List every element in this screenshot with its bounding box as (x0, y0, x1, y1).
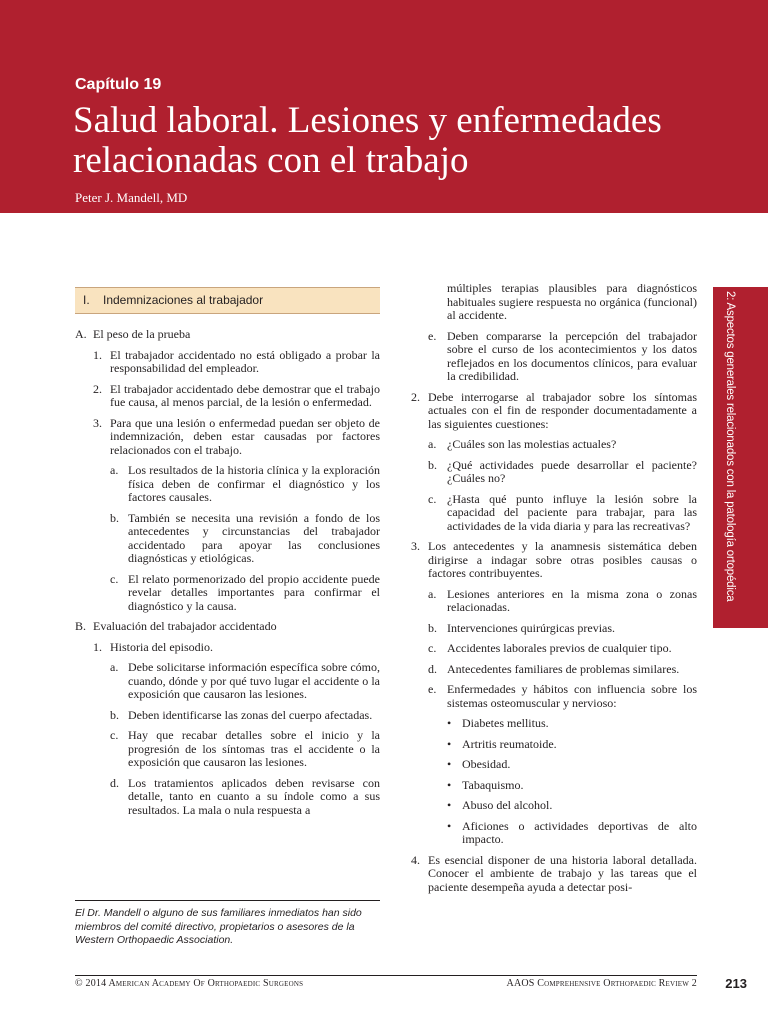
footnote-divider (75, 900, 380, 901)
list-marker: a. (428, 437, 437, 451)
list-marker: c. (110, 728, 119, 742)
bullet-item (411, 799, 697, 813)
list-item (75, 729, 380, 770)
list-item (411, 854, 697, 895)
list-item (75, 661, 380, 702)
list-text: ¿Hasta qué punto influye la lesión sobre la capacidad del paciente para trabajar, para las actividades de la vida diaria y para las recreativas? (447, 491, 697, 533)
list-text: Enfermedades y hábitos con influencia sobre los sistemas osteomuscular y nervioso: (447, 682, 697, 710)
list-item (75, 328, 380, 342)
list-marker: 3. (93, 415, 102, 430)
list-marker: d. (428, 661, 437, 676)
list-item (411, 391, 697, 432)
list-marker: 1. (93, 639, 102, 654)
list-marker: B. (75, 619, 87, 633)
footer-book-title: AAOS Comprehensive Orthopaedic Review 2 (506, 978, 697, 989)
list-marker: 3. (411, 539, 420, 553)
bullet-text: Abuso del alcohol. (462, 798, 553, 812)
list-item (75, 573, 380, 614)
chapter-title: Salud laboral. Lesiones y enfermedades relacionadas con el trabajo (73, 100, 662, 181)
list-text: Intervenciones quirúrgicas previas. (447, 620, 616, 635)
bullet-item (411, 738, 697, 752)
list-text: El trabajador accidentado no está obligado a probar la responsabilidad del empleador. (110, 347, 380, 375)
list-item (75, 620, 380, 634)
list-marker: a. (428, 586, 437, 601)
bullet-text: Artritis reumatoide. (462, 736, 557, 751)
bullet-text: Tabaquismo. (462, 777, 524, 792)
list-marker: 1. (93, 347, 102, 362)
list-item (75, 349, 380, 376)
list-text: Para que una lesión o enfermedad puedan ser objeto de indemnización, deben estar causadas por factores relacionados con el trabajo. (110, 415, 380, 457)
list-text: Los antecedentes y la anamnesis sistemática deben dirigirse a indagar sobre otras posibles causas o factores contribuyentes. (428, 539, 697, 580)
list-marker: b. (428, 457, 437, 472)
list-marker: b. (110, 510, 119, 525)
left-column (75, 287, 380, 817)
bullet-marker: • (447, 757, 452, 771)
bullet-marker: • (447, 777, 452, 792)
list-marker: a. (110, 463, 119, 477)
list-text: El relato pormenorizado del propio accidente puede revelar detalles importantes para confirmar el diagnóstico y la causa. (128, 571, 380, 613)
list-marker: a. (110, 660, 119, 674)
chapter-label: Capítulo 19 (75, 76, 162, 93)
list-marker: b. (110, 707, 119, 722)
bullet-text: Aficiones o actividades deportivas de alto impacto. (462, 818, 697, 846)
list-item (411, 642, 697, 656)
list-marker: 4. (411, 852, 420, 867)
list-text: Debe solicitarse información específica sobre cómo, cuando, dónde y por qué tuvo lugar el accidente o la exposición que causaron las lesiones. (128, 660, 380, 701)
list-marker: e. (428, 682, 437, 696)
list-text: Accidentes laborales previos de cualquier tipo. (447, 641, 672, 655)
section-side-tab (713, 287, 768, 628)
list-marker: c. (428, 491, 437, 506)
list-text: ¿Cuáles son las molestias actuales? (447, 437, 617, 451)
list-item (411, 493, 697, 534)
list-item (411, 663, 697, 677)
footer-divider (75, 975, 697, 976)
list-item (75, 417, 380, 458)
list-text: Deben identificarse las zonas del cuerpo afectadas. (128, 707, 373, 722)
list-item (75, 641, 380, 655)
bullet-text: Diabetes mellitus. (462, 716, 549, 730)
bullet-marker: • (447, 818, 452, 833)
list-text: Evaluación del trabajador accidentado (93, 619, 277, 633)
list-item (411, 683, 697, 710)
list-marker: 2. (411, 389, 420, 404)
footnote: El Dr. Mandell o alguno de sus familiares inmediatos han sido miembros del comité directivo, propietarios o asesores de la Western Orthopaedic Association. (75, 907, 362, 946)
list-text: Los tratamientos aplicados deben revisarse con detalle, tanto en cuanto a su índole como a sus resultados. La mala o nula respuesta a (128, 775, 380, 817)
list-marker: A. (75, 327, 87, 341)
list-text: Hay que recabar detalles sobre el inicio y la progresión de los síntomas tras el accidente o la exposición que causaron las lesiones. (128, 728, 380, 769)
chapter-author: Peter J. Mandell, MD (75, 190, 188, 205)
list-text: El peso de la prueba (93, 327, 191, 341)
list-item (75, 512, 380, 566)
bullet-item (411, 758, 697, 772)
list-marker: c. (428, 641, 437, 655)
list-item (411, 622, 697, 636)
right-column (411, 282, 697, 894)
chapter-header (0, 0, 768, 213)
list-text: Deben compararse la percepción del trabajador sobre el curso de los acontecimientos y los datos reflejados en los documentos clínicos, para evaluar la credibilidad. (447, 328, 697, 383)
list-marker: b. (428, 620, 437, 635)
continued-text: múltiples terapias plausibles para diagnósticos habituales sugiere respuesta no orgánica (funcional) al accidente. (447, 281, 697, 322)
bullet-marker: • (447, 716, 452, 730)
bullet-marker: • (447, 736, 452, 751)
list-item (75, 383, 380, 410)
side-tab-label: 2: Aspectos generales relacionados con la patología ortopédica (724, 291, 736, 602)
list-item (75, 709, 380, 723)
list-text: ¿Qué actividades puede desarrollar el paciente? ¿Cuáles no? (447, 457, 697, 485)
list-text: Lesiones anteriores en la misma zona o zonas relacionadas. (447, 586, 697, 614)
list-item (411, 330, 697, 384)
list-text: Antecedentes familiares de problemas similares. (447, 661, 680, 676)
list-item (411, 438, 697, 452)
list-marker: d. (110, 775, 119, 790)
list-text: El trabajador accidentado debe demostrar que el trabajo fue causa, al menos parcial, de la lesión o enfermedad. (110, 381, 380, 409)
page-number: 213 (725, 976, 747, 991)
bullet-item (411, 820, 697, 847)
list-item (411, 588, 697, 615)
list-text: Debe interrogarse al trabajador sobre los síntomas actuales con el fin de responder documentadamente a las siguientes cuestiones: (428, 389, 697, 431)
section-number: I. (83, 293, 90, 307)
section-heading (75, 287, 380, 314)
list-item (75, 777, 380, 818)
list-text: Historia del episodio. (110, 639, 213, 654)
list-text: También se necesita una revisión a fondo de los antecedentes y circunstancias del trabajador accidentado para apoyar las conclusiones diagnósticas y etiológicas. (128, 510, 380, 565)
list-item (75, 464, 380, 505)
list-item (411, 459, 697, 486)
footer-copyright: © 2014 American Academy Of Orthopaedic Surgeons (75, 978, 304, 989)
list-marker: 2. (93, 381, 102, 396)
bullet-item (411, 717, 697, 731)
list-text: Es esencial disponer de una historia laboral detallada. Conocer el ambiente de trabajo y las tareas que el paciente desempeña ayuda a detectar posi- (428, 852, 697, 894)
list-marker: c. (110, 571, 119, 586)
bullet-marker: • (447, 798, 452, 812)
list-marker: e. (428, 328, 437, 343)
section-title: Indemnizaciones al trabajador (103, 293, 264, 307)
list-text: Los resultados de la historia clínica y la exploración física deben de confirmar el diagnóstico y los factores causales. (128, 463, 380, 504)
list-item (411, 540, 697, 581)
bullet-text: Obesidad. (462, 757, 511, 771)
bullet-item (411, 779, 697, 793)
